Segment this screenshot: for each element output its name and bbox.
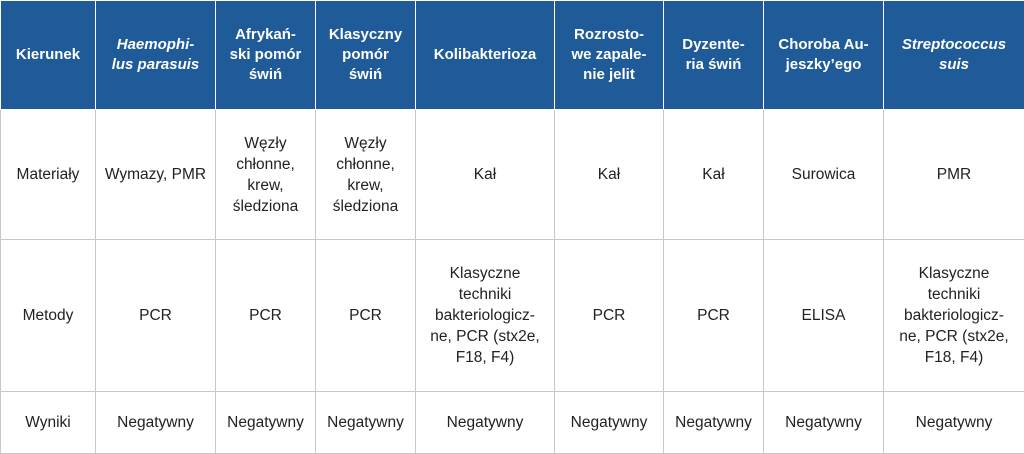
table-cell: Negatywny	[764, 392, 884, 454]
header-afrykanski-pomor-swin: Afrykań- ski pomór świń	[216, 1, 316, 110]
table-cell: Negatywny	[416, 392, 555, 454]
header-streptococcus-suis: Streptococcus suis	[884, 1, 1024, 110]
table-row-materialy	[1, 110, 1024, 240]
table-cell: PMR	[884, 110, 1024, 240]
table-cell: Wymazy, PMR	[96, 110, 216, 240]
table-cell: Negatywny	[555, 392, 664, 454]
row-label: Wyniki	[1, 392, 96, 454]
table-cell: Węzły chłonne, krew, śledziona	[216, 110, 316, 240]
header-dyzenteria-swin: Dyzente- ria świń	[664, 1, 764, 110]
header-kolibakterioza: Kolibakterioza	[416, 1, 555, 110]
row-label: Metody	[1, 240, 96, 392]
table-cell: PCR	[316, 240, 416, 392]
table-cell: Kał	[664, 110, 764, 240]
header-klasyczny-pomor-swin: Klasyczny pomór świń	[316, 1, 416, 110]
row-label: Materiały	[1, 110, 96, 240]
table-cell: ELISA	[764, 240, 884, 392]
header-kierunek: Kierunek	[1, 1, 96, 110]
table-cell: Negatywny	[316, 392, 416, 454]
table-cell: Surowica	[764, 110, 884, 240]
table-row-wyniki	[1, 392, 1024, 454]
header-row	[1, 1, 1024, 110]
table-cell: PCR	[96, 240, 216, 392]
table-cell: Negatywny	[96, 392, 216, 454]
table-cell: Kał	[555, 110, 664, 240]
table-cell: Węzły chłonne, krew, śledziona	[316, 110, 416, 240]
table-cell: PCR	[664, 240, 764, 392]
table-cell: PCR	[216, 240, 316, 392]
table-cell: PCR	[555, 240, 664, 392]
table-cell: Klasyczne techniki bakteriologicz- ne, PCR (stx2e, F18, F4)	[884, 240, 1024, 392]
table-row-metody	[1, 240, 1024, 392]
header-choroba-aujeszkyego: Choroba Au- jeszky’ego	[764, 1, 884, 110]
table-cell: Negatywny	[664, 392, 764, 454]
table-cell: Klasyczne techniki bakteriologicz- ne, PCR (stx2e, F18, F4)	[416, 240, 555, 392]
header-rozrostowe-zapalenie-jelit: Rozrosto- we zapale- nie jelit	[555, 1, 664, 110]
header-haemophilus-parasuis: Haemophi- lus parasuis	[96, 1, 216, 110]
table-cell: Negatywny	[884, 392, 1024, 454]
table-cell: Kał	[416, 110, 555, 240]
table-cell: Negatywny	[216, 392, 316, 454]
